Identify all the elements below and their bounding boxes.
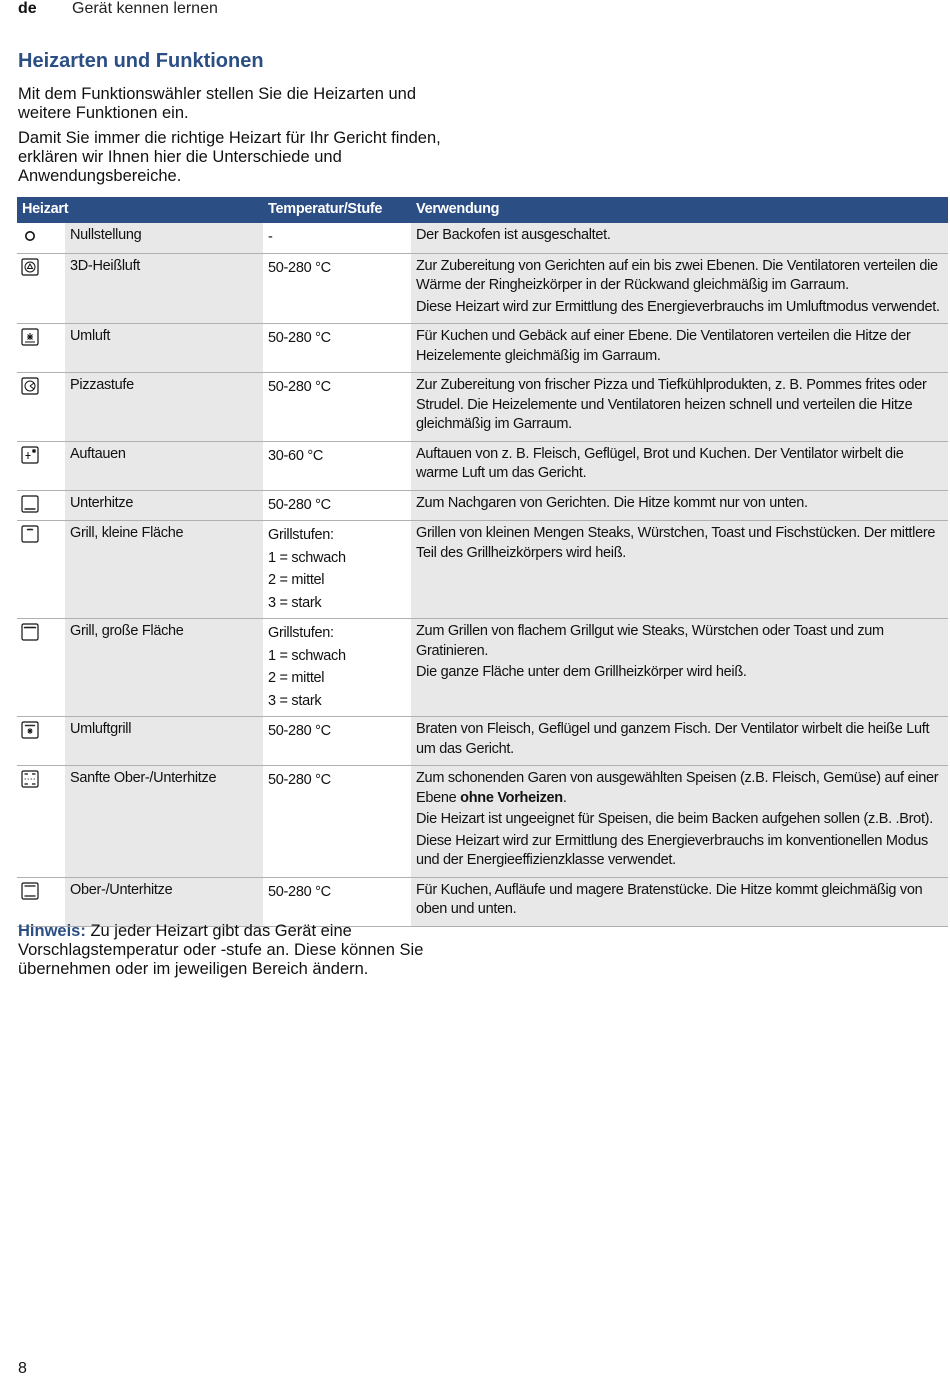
- temperature-cell: [263, 373, 411, 442]
- heating-mode-name: Auftauen: [65, 441, 263, 490]
- heating-mode-name: Ober-/Unterhitze: [65, 877, 263, 926]
- temperature-value: 50-280 °C: [268, 723, 331, 739]
- table-row: [17, 490, 948, 521]
- usage-text: Zum Grillen von flachem Grillgut wie Steaks, Würstchen oder Toast und zum Gratinieren.: [416, 623, 884, 659]
- temperature-value: 50-280 °C: [268, 496, 331, 513]
- table-row: [17, 521, 948, 619]
- usage-text: Zum Nachgaren von Gerichten. Die Hitze kommt nur von unten.: [416, 494, 808, 511]
- usage-text: Die Heizart ist ungeeignet für Speisen, die beim Backen aufgehen sollen (z.B. .Brot).: [416, 811, 933, 827]
- temperature-cell: [263, 223, 411, 253]
- temperature-value: Grillstufen:: [268, 527, 334, 543]
- temperature-cell: [263, 324, 411, 373]
- temperature-value: 1 = schwach: [268, 549, 346, 566]
- usage-cell: [411, 490, 948, 521]
- usage-paragraph: [416, 257, 943, 296]
- usage-cell: [411, 441, 948, 490]
- usage-paragraph: [416, 445, 943, 484]
- grill-large-area-icon: [21, 623, 39, 641]
- usage-cell: [411, 619, 948, 717]
- temperature-value: 30-60 °C: [268, 447, 323, 464]
- table-row: [17, 717, 948, 766]
- temperature-value: 3 = stark: [268, 594, 322, 611]
- heating-mode-icon-cell: [17, 441, 65, 490]
- usage-text: Zur Zubereitung von frischer Pizza und Tiefkühlprodukten, z. B. Pommes frites oder Strudel. Die Heizelemente und Ventilatoren heizen schnell und verteilen die Hitze gleichmäßig im Garraum.: [416, 377, 927, 432]
- section-title: Gerät kennen lernen: [72, 0, 218, 17]
- temperature-cell: [263, 717, 411, 766]
- usage-cell: [411, 253, 948, 324]
- hint-note: [18, 922, 468, 979]
- temperature-value: -: [268, 229, 273, 245]
- heating-mode-icon-cell: [17, 373, 65, 442]
- gentle-top-bottom-heat-icon: [21, 770, 39, 788]
- usage-cell: [411, 223, 948, 253]
- temperature-value: 50-280 °C: [268, 883, 331, 900]
- intro-paragraph: Damit Sie immer die richtige Heizart für Ihr Gericht finden, erklären wir Ihnen hier die Unterschiede und Anwendungsbereiche.: [18, 129, 441, 185]
- bottom-heat-icon: [21, 495, 39, 513]
- heating-mode-icon-cell: [17, 766, 65, 878]
- usage-cell: [411, 324, 948, 373]
- table-row: [17, 253, 948, 324]
- temperature-value: 50-280 °C: [268, 330, 331, 346]
- temperature-cell: [263, 441, 411, 490]
- temperature-value: 3 = stark: [268, 692, 322, 709]
- table-row: [17, 324, 948, 373]
- heating-mode-icon-cell: [17, 877, 65, 926]
- convection-fan-icon: [21, 328, 39, 346]
- heating-mode-icon-cell: [17, 253, 65, 324]
- table-row: [17, 373, 948, 442]
- intro-text: [18, 85, 468, 192]
- usage-paragraph: [416, 622, 943, 661]
- usage-text: Braten von Fleisch, Geflügel und ganzem Fisch. Der Ventilator wirbelt die heiße Luft um das Gericht.: [416, 721, 930, 757]
- usage-text: Diese Heizart wird zur Ermittlung des Energieverbrauchs im Umluftmodus verwendet.: [416, 298, 940, 315]
- heating-mode-icon-cell: [17, 717, 65, 766]
- usage-text: Grillen von kleinen Mengen Steaks, Würstchen, Toast und Fischstücken. Der mittlere Teil des Grillheizkörpers wird heiß.: [416, 525, 936, 561]
- usage-paragraph: [416, 376, 943, 435]
- table-header-row: [17, 197, 948, 223]
- heating-mode-name: Nullstellung: [65, 223, 263, 253]
- heating-mode-icon-cell: [17, 324, 65, 373]
- usage-paragraph: [416, 810, 943, 830]
- temperature-cell: [263, 766, 411, 878]
- usage-emphasis: ohne Vorheizen: [460, 789, 563, 806]
- usage-paragraph: [416, 769, 943, 808]
- usage-paragraph: [416, 327, 943, 366]
- heating-mode-icon-cell: [17, 619, 65, 717]
- usage-paragraph: [416, 832, 943, 871]
- top-bottom-heat-icon: [21, 882, 39, 900]
- usage-cell: [411, 521, 948, 619]
- temperature-cell: [263, 619, 411, 717]
- heating-mode-icon-cell: [17, 490, 65, 521]
- temperature-value: Grillstufen:: [268, 625, 334, 641]
- 3d-hot-air-icon: [21, 258, 39, 276]
- usage-paragraph: [416, 720, 943, 759]
- pizza-setting-icon: [21, 377, 39, 395]
- defrost-icon: [21, 446, 39, 464]
- heating-mode-name: Unterhitze: [65, 490, 263, 521]
- column-header-usage: Verwendung: [411, 197, 948, 223]
- usage-paragraph: [416, 226, 943, 246]
- usage-paragraph: [416, 494, 943, 514]
- usage-paragraph: [416, 298, 943, 318]
- table-row: [17, 619, 948, 717]
- language-code: de: [18, 0, 37, 17]
- hint-text: Zu jeder Heizart gibt das Gerät eine Vorschlagstemperatur oder -stufe an. Diese können Sie übernehmen oder im jeweiligen Bereich ändern.: [18, 922, 424, 978]
- temperature-value: 2 = mittel: [268, 572, 325, 588]
- hint-label: Hinweis:: [18, 922, 86, 940]
- page-header: [18, 0, 218, 20]
- grill-small-area-icon: [21, 525, 39, 543]
- usage-text: Für Kuchen und Gebäck auf einer Ebene. Die Ventilatoren verteilen die Hitze der Heizelemente gleichmäßig im Garraum.: [416, 328, 911, 364]
- heating-mode-name: Umluftgrill: [65, 717, 263, 766]
- temperature-cell: [263, 877, 411, 926]
- heating-mode-name: Grill, große Fläche: [65, 619, 263, 717]
- fan-grill-icon: [21, 721, 39, 739]
- heating-mode-name: Umluft: [65, 324, 263, 373]
- usage-paragraph: [416, 524, 943, 563]
- heating-mode-icon-cell: [17, 521, 65, 619]
- heating-mode-name: Sanfte Ober-/Unterhitze: [65, 766, 263, 878]
- usage-text: Der Backofen ist ausgeschaltet.: [416, 227, 611, 243]
- temperature-cell: [263, 253, 411, 324]
- temperature-cell: [263, 490, 411, 521]
- usage-paragraph: [416, 881, 943, 920]
- table-row: [17, 877, 948, 926]
- temperature-cell: [263, 521, 411, 619]
- intro-paragraph: Mit dem Funktionswähler stellen Sie die Heizarten und weitere Funktionen ein.: [18, 85, 417, 122]
- usage-cell: [411, 717, 948, 766]
- usage-cell: [411, 373, 948, 442]
- page-number: 8: [18, 1360, 27, 1377]
- heating-mode-name: Grill, kleine Fläche: [65, 521, 263, 619]
- usage-text: Zur Zubereitung von Gerichten auf ein bis zwei Ebenen. Die Ventilatoren verteilen die Wärme der Ringheizkörper in der Rückwand gleichmäßig im Garraum.: [416, 257, 938, 293]
- usage-text-end: .: [562, 789, 567, 806]
- usage-text: Die ganze Fläche unter dem Grillheizkörper wird heiß.: [416, 664, 747, 680]
- heating-mode-name: 3D-Heißluft: [65, 253, 263, 324]
- temperature-value: 1 = schwach: [268, 647, 346, 664]
- usage-text: Auftauen von z. B. Fleisch, Geflügel, Brot und Kuchen. Der Ventilator wirbelt die warme Luft um das Gericht.: [416, 445, 904, 481]
- usage-cell: [411, 877, 948, 926]
- heating-modes-table: [17, 197, 948, 927]
- usage-text: Diese Heizart wird zur Ermittlung des Energieverbrauchs im konventionellen Modus und der Energieeffizienzklasse verwendet.: [416, 832, 928, 868]
- table-row: [17, 766, 948, 878]
- heating-mode-name: Pizzastufe: [65, 373, 263, 442]
- heating-mode-icon-cell: [17, 223, 65, 253]
- usage-cell: [411, 766, 948, 878]
- temperature-value: 50-280 °C: [268, 772, 331, 788]
- temperature-value: 2 = mittel: [268, 670, 325, 686]
- page-title: Heizarten und Funktionen: [18, 50, 264, 72]
- usage-text: Für Kuchen, Aufläufe und magere Bratenstücke. Die Hitze kommt gleichmäßig von oben und unten.: [416, 881, 923, 917]
- temperature-value: 50-280 °C: [268, 259, 331, 276]
- temperature-value: 50-280 °C: [268, 379, 331, 395]
- usage-text: Zum schonenden Garen von ausgewählten Speisen (z.B. Fleisch, Gemüse) auf einer Ebene: [416, 770, 939, 806]
- off-circle-icon: [21, 227, 39, 245]
- column-header-heating-mode: Heizart: [17, 197, 263, 223]
- column-header-temperature: Temperatur/Stufe: [263, 197, 411, 223]
- table-row: [17, 441, 948, 490]
- usage-paragraph: [416, 663, 943, 683]
- table-row: [17, 223, 948, 253]
